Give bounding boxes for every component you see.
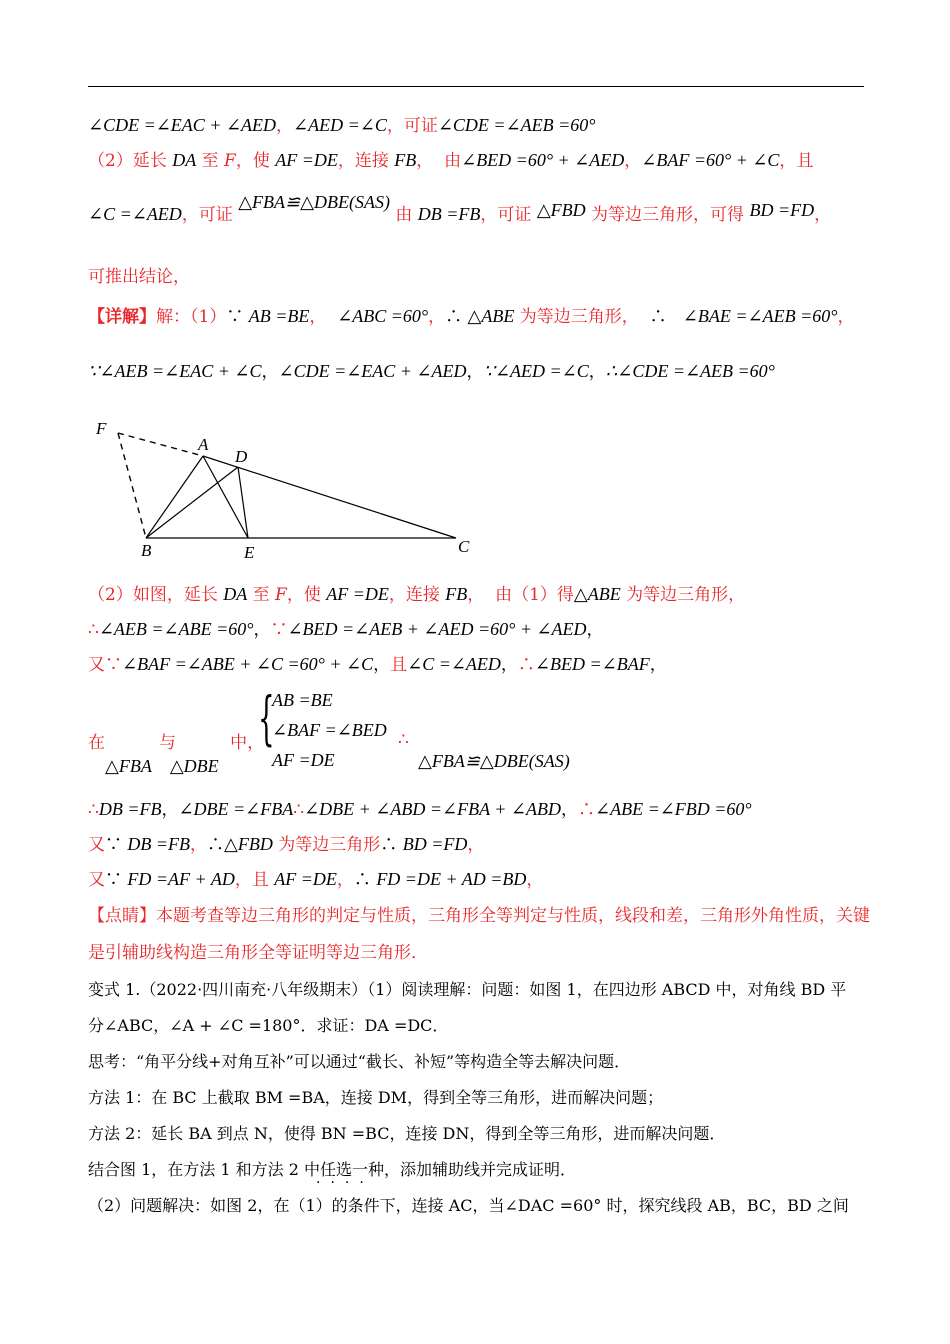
line-20: 方法 2：延长 BA 到点 N，使得 BN =BC，连接 DN，得到全等三角形，进而解决问题． xyxy=(88,1124,726,1143)
label-D: D xyxy=(235,447,248,466)
line-14: 【点睛】本题考查等边三角形的判定与性质，三角形全等判定与性质，线段和差，三角形外角性质，关键 xyxy=(88,906,870,926)
system-eq-3: AF =DE xyxy=(272,750,335,770)
brace: { xyxy=(258,684,275,752)
line-2: （2）延长 DA 至 F，使 AF =DE，连接 FB， 由∠BED =60° + ∠AED，∠BAF =60° + ∠C，且 xyxy=(88,150,814,171)
segment-DE xyxy=(238,467,248,538)
line-5: 【详解】解：（1）∵ AB =BE， ∠ABC =60°，∴ △ABE 为等边三角形， ∴ ∠BAE =∠AEB =60°， xyxy=(88,306,855,327)
line-11: ∴DB =FB，∠DBE =∠FBA∴∠DBE + ∠ABD =∠FBA + ∠ABD，∴∠ABE =∠FBD =60° xyxy=(88,799,752,820)
label-B: B xyxy=(141,541,152,560)
geometry-figure xyxy=(88,410,488,570)
triangles-FBA-DBE: △FBA △DBE xyxy=(105,756,219,776)
line-7: （2）如图，延长 DA 至 F，使 AF =DE，连接 FB， 由（1）得△ABE 为等边三角形， xyxy=(88,584,746,605)
label-E: E xyxy=(244,543,255,562)
line-19: 方法 1：在 BC 上截取 BM =BA，连接 DM，得到全等三角形，进而解决问题； xyxy=(88,1088,664,1107)
label-C: C xyxy=(458,537,470,556)
line-17: 分∠ABC，∠A + ∠C =180°．求证：DA =DC． xyxy=(88,1016,449,1035)
label-F: F xyxy=(96,419,107,438)
line-12: 又∵ DB =FB，∴△FBD 为等边三角形∴ BD =FD， xyxy=(88,834,485,855)
line-18: 思考：“角平分线+对角互补”可以通过“截长、补短”等构造全等去解决问题． xyxy=(88,1052,631,1071)
segment-FA xyxy=(118,433,203,456)
congruence-conclusion: △FBA≌△DBE(SAS) xyxy=(418,751,570,771)
segment-BA xyxy=(146,456,203,538)
header-rule xyxy=(88,86,864,87)
emphasis-dots: ···· xyxy=(316,1175,374,1191)
therefore-sign: ∴ xyxy=(398,730,409,750)
line-21: 结合图 1，在方法 1 和方法 2 中任选一种，添加辅助线并完成证明． xyxy=(88,1160,576,1179)
system-eq-2: ∠BAF =∠BED xyxy=(272,720,387,740)
line-9: 又∵∠BAF =∠ABE + ∠C =60° + ∠C，且∠C =∠AED，∴∠BED =∠BAF， xyxy=(88,654,667,675)
segment-BD xyxy=(146,467,238,538)
line-16: 变式 1.（2022·四川南充·八年级期末）（1）阅读理解：问题：如图 1，在四边形 ABCD 中，对角线 BD 平 xyxy=(88,980,847,999)
line-6: ∵∠AEB =∠EAC + ∠C，∠CDE =∠EAC + ∠AED，∵∠AED =∠C，∴∠CDE =∠AEB =60° xyxy=(88,361,775,382)
system-eq-1: AB =BE xyxy=(272,690,333,710)
line-15: 是引辅助线构造三角形全等证明等边三角形． xyxy=(88,943,428,963)
line-13: 又∵ FD =AF + AD，且 AF =DE，∴ FD =DE + AD =BD， xyxy=(88,869,544,890)
line-4: 可推出结论， xyxy=(88,267,190,287)
line-1: ∠CDE =∠EAC + ∠AED，∠AED =∠C，可证∠CDE =∠AEB =60° xyxy=(88,115,596,136)
line-8: ∴∠AEB =∠ABE =60°，∵∠BED =∠AEB + ∠AED =60° + ∠AED， xyxy=(88,619,604,640)
segment-FB xyxy=(118,433,146,538)
label-A: A xyxy=(198,435,209,454)
line-3: ∠C =∠AED，可证 △FBA≌△DBE(SAS) 由 DB =FB，可证 △FBD 为等边三角形，可得 BD =FD， xyxy=(88,192,832,225)
line-22: （2）问题解决：如图 2，在（1）的条件下，连接 AC，当∠DAC =60° 时，探究线段 AB，BC，BD 之间 xyxy=(88,1196,849,1215)
line-10-label: 在 与 中， xyxy=(88,733,265,753)
